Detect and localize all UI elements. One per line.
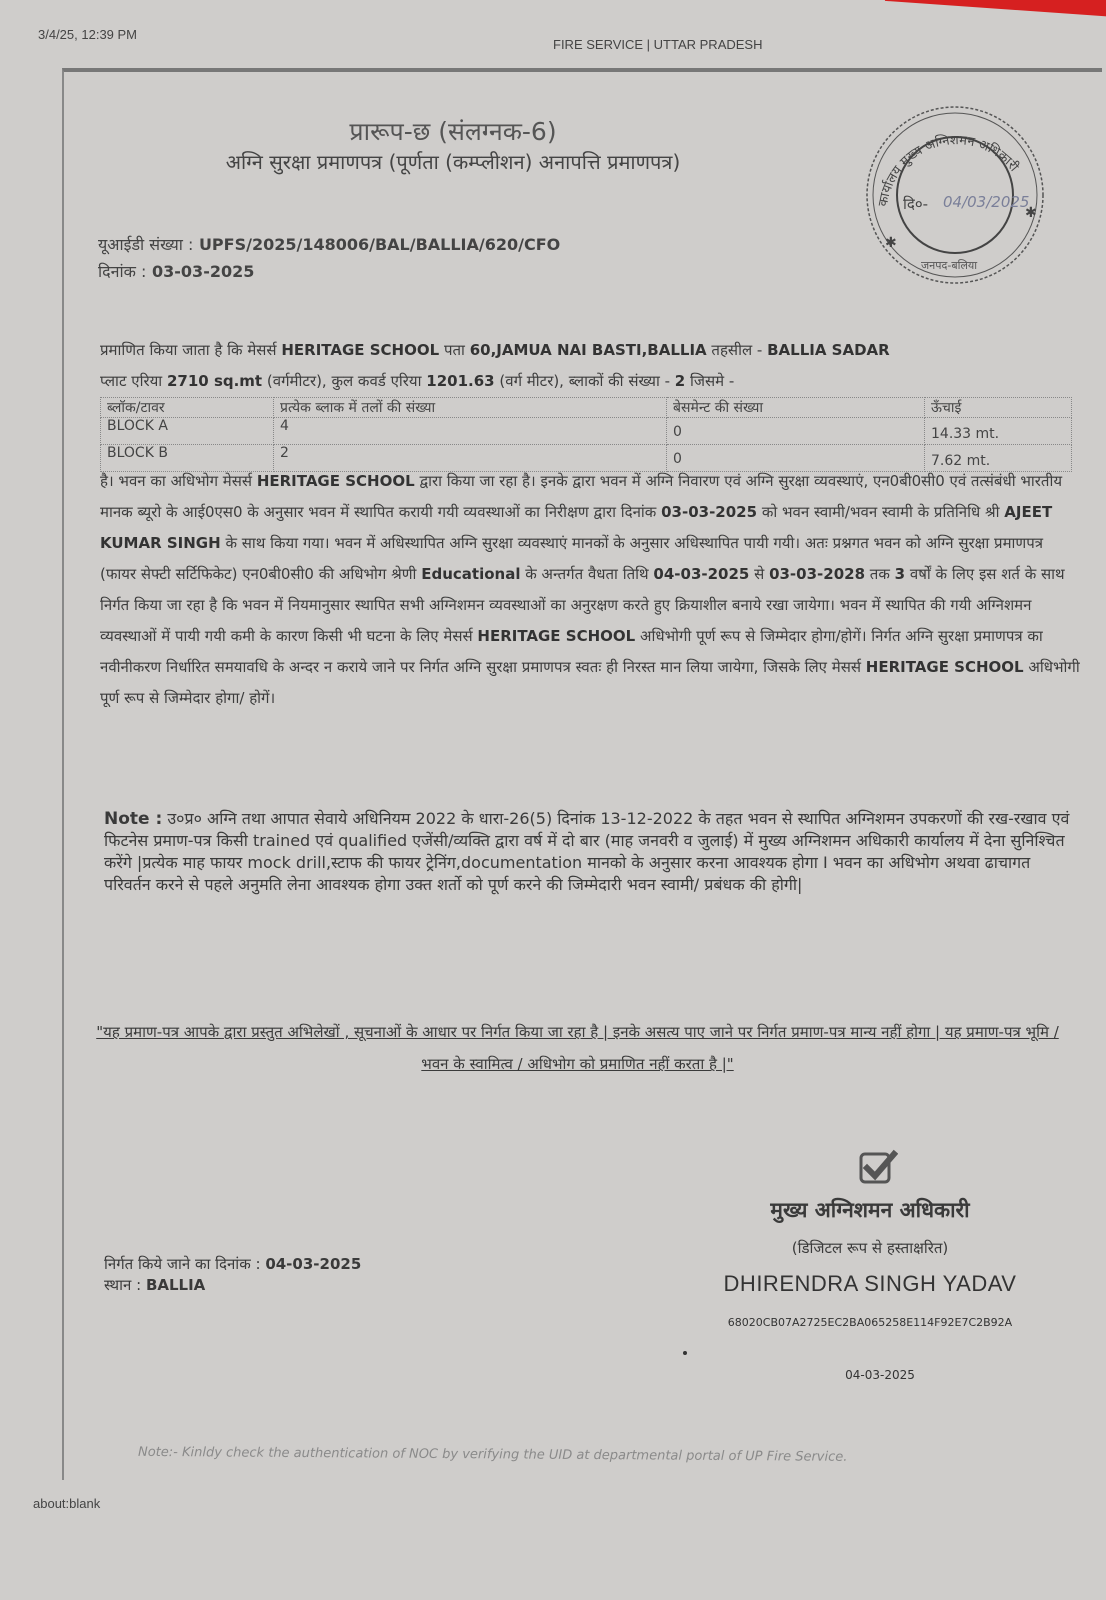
tehsil: BALLIA SADAR [767, 341, 890, 359]
firm-name: HERITAGE SCHOOL [865, 658, 1024, 676]
block-count: 2 [674, 372, 686, 390]
uid-label: यूआईडी संख्या : [98, 235, 194, 254]
text: (वर्ग मीटर), ब्लाकों की संख्या - [499, 372, 671, 390]
address: 60,JAMUA NAI BASTI,BALLIA [469, 341, 707, 359]
table-row [101, 418, 1072, 445]
text: तक [869, 565, 890, 583]
basement-count: 0 [667, 445, 925, 472]
owner-representative: AJEET KUMAR SINGH [100, 503, 1053, 552]
place-value: BALLIA [145, 1276, 206, 1294]
text: अधिभोगी पूर्ण रूप से जिम्मेदार होगा/होगें। निर्गत अग्नि सुरक्षा प्रमाणपत्र का नवीनीकरण निर्धारित समयावधि के अन्दर न कराये जाने पर निर्गत अग्नि सुरक्षा प्रमाणपत्र स्वतः ही निरस्त मान लिया जायेगा, जिसके लिए मेसर्स [100, 627, 1043, 676]
issue-date-label: निर्गत किये जाने का दिनांक : [104, 1255, 261, 1273]
form-title: प्रारूप-छ (संलग्नक-6) [349, 117, 557, 146]
text: पता [443, 341, 465, 359]
block-name: BLOCK B [101, 445, 274, 472]
signature-hash: 68020CB07A2725EC2BA065258E114F92E7C2B92A [727, 1316, 1013, 1329]
note-text: उ०प्र० अग्नि तथा आपात सेवाये अधिनियम 2022 के धारा-26(5) दिनांक 13-12-2022 के तहत भवन से स्थापित अग्निशमन उपकरणों की रख-रखाव एवं फिटनेस प्रमाण-पत्र किसी trained एवं qualified एजेंसी/व्यक्ति द्वारा वर्ष में दो बार (माह जनवरी व जुलाई) में मुख्य अग्निशमन अधिकारी कार्यालय में देना सुनिश्चित करेंगे |प्रत्येक माह फायर mock drill,स्टाफ की फायर ट्रेनिंग,documentation मानको के अनुसार करना आवश्यक होगा I भवन का अधिभोग अथवा ढाचागत परिवर्तन करने से पहले अनुमति लेना आवश्यक होगा उक्त शर्तो को पूर्ण करने की जिम्मेदारी भवन स्वामी/ प्रबंधक की होगी| [104, 809, 1070, 894]
plot-area: 2710 sq.mt [166, 372, 263, 390]
stamp-date-handwritten: 04/03/2025 [943, 193, 1030, 211]
block-name: BLOCK A [101, 418, 274, 445]
height: 7.62 mt. [925, 445, 1072, 472]
blocks-table [100, 397, 1072, 472]
digitally-signed-label: (डिजिटल रूप से हस्ताक्षरित) [791, 1239, 949, 1257]
stamp-star-icon: ✱ [1025, 205, 1037, 221]
text: से [754, 565, 765, 583]
column-header: ब्लॉक/टावर [101, 398, 274, 418]
stamp-date-prefix: दि०- [903, 195, 929, 213]
occupancy-category: Educational [421, 565, 521, 583]
signatory-name: DHIRENDRA SINGH YADAV [723, 1271, 1017, 1296]
text: को भवन स्वामी/भवन स्वामी के प्रतिनिधि श्री [761, 503, 1000, 521]
valid-to: 03-03-2028 [769, 565, 866, 583]
firm-name: HERITAGE SCHOOL [477, 627, 636, 645]
place-label: स्थान : [104, 1276, 142, 1294]
text: के अन्तर्गत वैधता तिथि [525, 565, 649, 583]
text: है। भवन का अधिभोग मेसर्स [100, 472, 253, 490]
occupancy-paragraph [100, 466, 1080, 714]
height: 14.33 mt. [925, 418, 1072, 445]
text: अधिभोगी पूर्ण रूप से जिम्मेदार होगा/ होगें। [100, 658, 1080, 707]
print-page-title: FIRE SERVICE | UTTAR PRADESH [553, 37, 763, 52]
table-header-row [101, 398, 1072, 418]
red-background-edge [885, 0, 1106, 19]
stamp-star-icon: ✱ [885, 235, 897, 251]
floor-count: 4 [274, 418, 667, 445]
text: तहसील - [711, 341, 763, 359]
text: प्लाट एरिया [100, 372, 163, 390]
office-seal-stamp [855, 97, 1045, 297]
authentication-note: Note:- Kinldy check the authentication of NOC by verifying the UID at departmental portal of UP Fire Service. [137, 1444, 848, 1465]
dot [683, 1351, 687, 1355]
note-paragraph [104, 808, 1074, 896]
covered-area: 1201.63 [426, 372, 495, 390]
text: वर्षों के लिए इस शर्त के साथ निर्गत किया जा रहा है कि भवन में नियमानुसार स्थापित सभी अग्निशमन व्यवस्थाओं का अनुरक्षण करते हुए क्रियाशील बनाये रखा जायेगा। भवन में स्थापित की गयी अग्निशमन व्यवस्थाओं में पायी गयी कमी के कारण किसी भी घटना के लिए मेसर्स [100, 565, 1065, 645]
disclaimer: "यह प्रमाण-पत्र आपके द्वारा प्रस्तुत अभिलेखों , सूचनाओं के आधार पर निर्गत किया जा रहा है | इनके असत्य पाए जाने पर निर्गत प्रमाण-पत्र मान्य नहीं होगा | यह प्रमाण-पत्र भूमि / भवन के स्वामित्व / अधिभोग को प्रमाणित नहीं करता है |" [96, 1023, 1059, 1073]
print-datetime: 3/4/25, 12:39 PM [38, 27, 138, 42]
validity-years: 3 [894, 565, 906, 583]
uid-line [98, 233, 560, 255]
column-header: बेसमेन्ट की संख्या [667, 398, 925, 418]
issue-date-line [104, 1254, 361, 1274]
text: के साथ किया गया। भवन में अधिस्थापित अग्नि सुरक्षा व्यवस्थाएं मानकों के अनुसार अधिस्थापित पायी गयी। अतः प्रश्नगत भवन को अग्नि सुरक्षा प्रमाणपत्र (फायर सेफ्टी सर्टिफिकेट) एन0बी0सी0 की अधिभोग श्रेणी [100, 534, 1044, 583]
place-line [104, 1275, 205, 1295]
certificate-title: अग्नि सुरक्षा प्रमाणपत्र (पूर्णता (कम्प्लीशन) अनापत्ति प्रमाणपत्र) [225, 150, 681, 174]
issue-date-value: 04-03-2025 [265, 1255, 362, 1273]
text: जिसमे - [690, 372, 735, 390]
signature-date: 04-03-2025 [845, 1368, 915, 1382]
stamp-district: जनपद-बलिया [921, 259, 978, 272]
uid-value: UPFS/2025/148006/BAL/BALLIA/620/CFO [198, 235, 561, 254]
signatory-title: मुख्य अग्निशमन अधिकारी [770, 1198, 970, 1222]
firm-name: HERITAGE SCHOOL [256, 472, 415, 490]
column-header: ऊँचाई [925, 398, 1072, 418]
text: द्वारा किया जा रहा है। इनके द्वारा भवन में अग्नि निवारण एवं अग्नि सुरक्षा व्यवस्थाएं, एन0बी0सी0 एवं तत्संबंधी भारतीय मानक ब्यूरो के आई0एस0 के अनुसार भवन में स्थापित करायी गयी व्यवस्थाओं का निरीक्षण द्वारा दिनांक [100, 472, 1063, 521]
stamp-arc-text: कार्यालय मुख्य अग्निशमन अधिकारी [875, 133, 1022, 208]
date-line [98, 260, 254, 282]
basement-count: 0 [667, 418, 925, 445]
digital-signature-check-icon [858, 1148, 898, 1188]
date-value: 03-03-2025 [152, 262, 255, 281]
text: प्रमाणित किया जाता है कि मेसर्स [100, 341, 277, 359]
print-url: about:blank [33, 1496, 101, 1511]
column-header: प्रत्येक ब्लाक में तलों की संख्या [274, 398, 667, 418]
firm-name: HERITAGE SCHOOL [281, 341, 440, 359]
certification-paragraph [100, 335, 1080, 397]
note-label: Note : [104, 809, 163, 829]
text: (वर्गमीटर), कुल कवर्ड एरिया [266, 372, 422, 390]
floor-count: 2 [274, 445, 667, 472]
valid-from: 04-03-2025 [653, 565, 750, 583]
inspection-date: 03-03-2025 [661, 503, 758, 521]
date-label: दिनांक : [98, 262, 147, 281]
